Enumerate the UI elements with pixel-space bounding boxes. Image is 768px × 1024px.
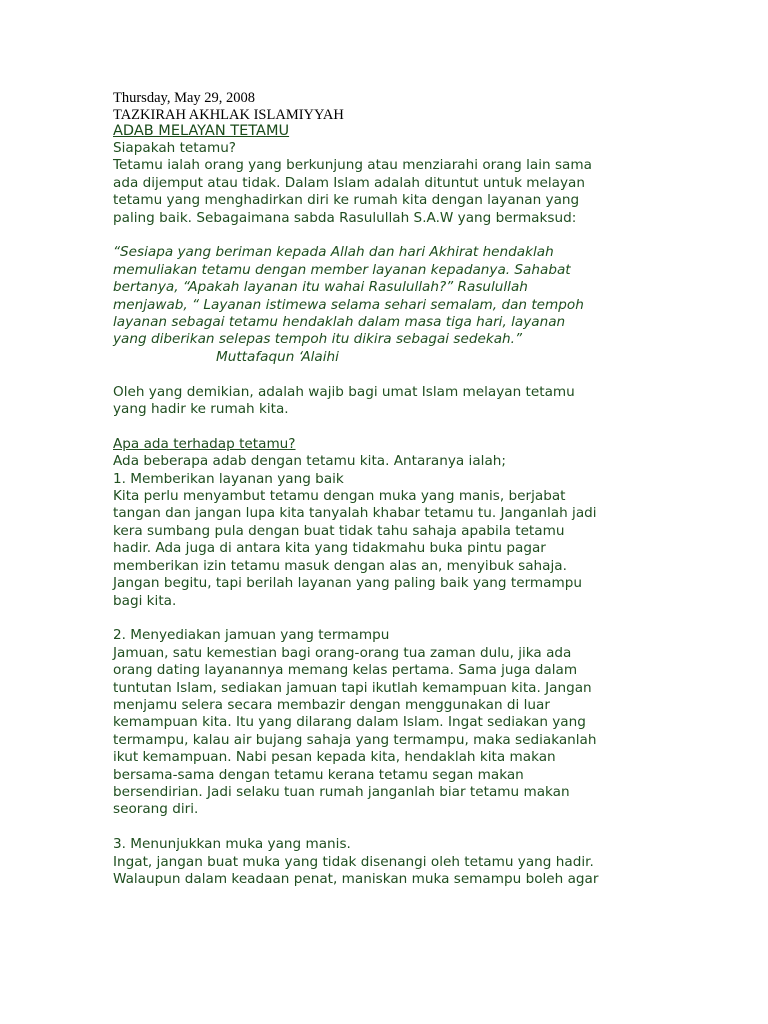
series-title: TAZKIRAH AKHLAK ISLAMIYYAH (113, 107, 344, 123)
item-line: tuntutan Islam, sediakan jamuan tapi ikutlah kemampuan kita. Jangan (113, 679, 592, 696)
conclusion-line: Oleh yang demikian, adalah wajib bagi umat Islam melayan tetamu (113, 383, 575, 400)
intro-line: tetamu yang menghadirkan diri ke rumah kita dengan layanan yang (113, 192, 580, 209)
document-page (113, 90, 763, 888)
item-line: seorang diri. (113, 801, 199, 818)
item-line: orang dating layanannya memang kelas pertama. Sama juga dalam (113, 662, 578, 679)
hadith-source: Muttafaqun ‘Alaihi (216, 348, 339, 365)
spacer (113, 819, 763, 836)
hadith-line: menjawab, “ Layanan istimewa selama sehari semalam, dan tempoh (113, 296, 584, 313)
item-title: 2. Menyediakan jamuan yang termampu (113, 627, 390, 644)
item-line: bagi kita. (113, 592, 177, 609)
item-line: memberikan izin tetamu masuk dengan alas an, menyibuk sahaja. (113, 557, 567, 574)
item-line: ikut kemampuan. Nabi pesan kepada kita, hendaklah kita makan (113, 749, 556, 766)
intro-line: Tetamu ialah orang yang berkunjung atau menziarahi orang lain sama (113, 157, 592, 174)
article-title: ADAB MELAYAN TETAMU (113, 123, 290, 139)
intro-line: paling baik. Sebagaimana sabda Rasulullah S.A.W yang bermaksud: (113, 209, 577, 226)
item-line: Jangan begitu, tapi berilah layanan yang paling baik yang termampu (113, 575, 582, 592)
item-line: Ingat, jangan buat muka yang tidak disenangi oleh tetamu yang hadir. (113, 853, 594, 870)
item-line: hadir. Ada juga di antara kita yang tidakmahu buka pintu pagar (113, 540, 546, 557)
item-line: bersama-sama dengan tetamu kerana tetamu segan makan (113, 766, 524, 783)
item-line: kera sumbang pula dengan buat tidak tahu sahaja apabila tetamu (113, 522, 565, 539)
section-heading: Apa ada terhadap tetamu? (113, 435, 296, 452)
post-date: Thursday, May 29, 2008 (113, 90, 256, 106)
spacer (113, 227, 763, 244)
item-line: menjamu selera secara membazir dengan menggunakan di luar (113, 696, 550, 713)
intro-line: ada dijemput atau tidak. Dalam Islam adalah dituntut untuk melayan (113, 174, 585, 191)
item-line: termampu, kalau air bujang sahaja yang termampu, maka sediakanlah (113, 731, 597, 748)
hadith-line: yang diberikan selepas tempoh itu dikira sebagai sedekah.” (113, 331, 523, 348)
spacer (113, 418, 763, 435)
hadith-line: memuliakan tetamu dengan member layanan kepadanya. Sahabat (113, 261, 571, 278)
spacer (113, 610, 763, 627)
item-line: Jamuan, satu kemestian bagi orang-orang tua zaman dulu, jika ada (113, 644, 572, 661)
spacer (113, 366, 763, 383)
item-title: 1. Memberikan layanan yang baik (113, 470, 344, 487)
hadith-line: bertanya, “Apakah layanan itu wahai Rasulullah?” Rasulullah (113, 279, 528, 296)
item-line: kemampuan kita. Itu yang dilarang dalam Islam. Ingat sediakan yang (113, 714, 586, 731)
hadith-line: layanan sebagai tetamu hendaklah dalam masa tiga hari, layanan (113, 314, 566, 331)
item-line: tangan dan jangan lupa kita tanyalah khabar tetamu tu. Janganlah jadi (113, 505, 597, 522)
hadith-line: “Sesiapa yang beriman kepada Allah dan hari Akhirat hendaklah (113, 244, 554, 261)
item-title: 3. Menunjukkan muka yang manis. (113, 836, 351, 853)
section-lead: Ada beberapa adab dengan tetamu kita. Antaranya ialah; (113, 453, 506, 470)
item-line: Walaupun dalam keadaan penat, maniskan muka semampu boleh agar (113, 870, 599, 887)
item-line: Kita perlu menyambut tetamu dengan muka yang manis, berjabat (113, 488, 566, 505)
conclusion-line: yang hadir ke rumah kita. (113, 401, 289, 418)
item-line: bersendirian. Jadi selaku tuan rumah janganlah biar tetamu makan (113, 783, 570, 800)
intro-question: Siapakah tetamu? (113, 140, 237, 156)
